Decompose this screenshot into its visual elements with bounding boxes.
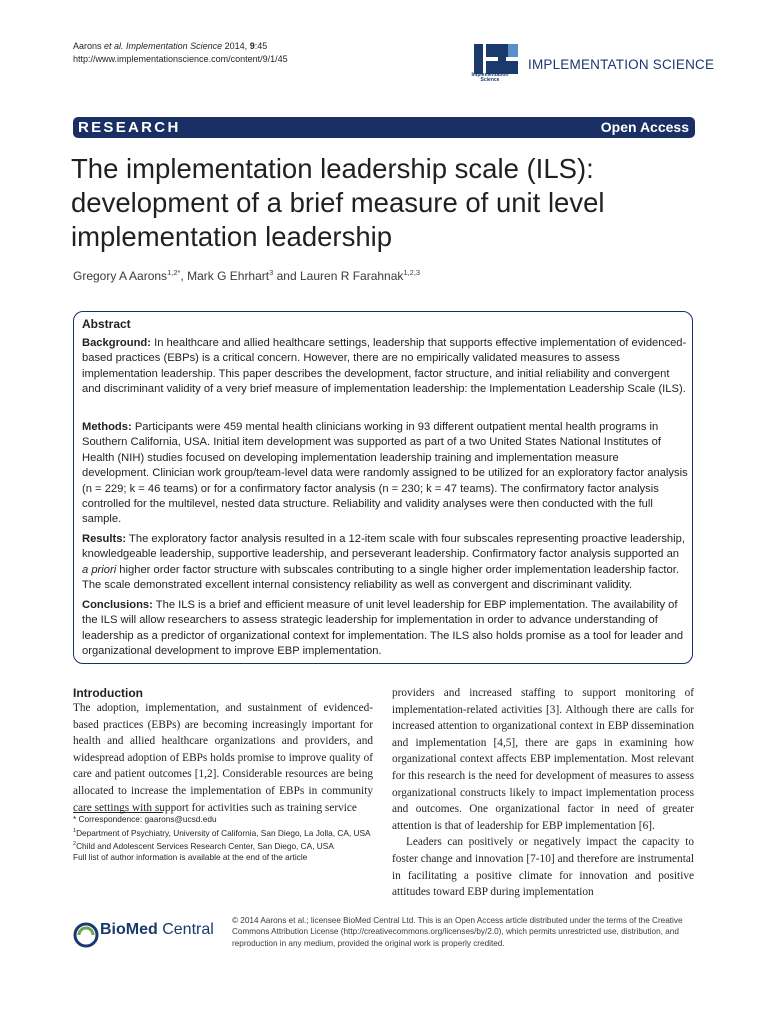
correspondence-note: * Correspondence: gaarons@ucsd.edu bbox=[73, 814, 217, 824]
article-url-link[interactable]: http://www.implementationscience.com/content/9/1/45 bbox=[73, 54, 288, 64]
abstract-methods bbox=[82, 420, 688, 528]
author-separator: , bbox=[180, 269, 188, 283]
footnotes bbox=[73, 814, 383, 864]
publisher-central: Central bbox=[157, 921, 214, 938]
affiliation-number: 2 bbox=[73, 840, 77, 847]
results-italic-text: a priori bbox=[82, 563, 117, 576]
background-text: In healthcare and allied healthcare settings, leadership that supports effective implementation of evidenced-based practices (EBPs) is a critical concern. However, there are no empirically validated measures to assess implementation leadership. This paper describes the development, factor structure, and initial reliability and convergent and discriminant validity of a very brief measure of implementation leadership: the Implementation Leadership Scale (ILS). bbox=[82, 337, 687, 396]
citation-line bbox=[73, 40, 288, 66]
author-info-note: Full list of author information is available at the end of the article bbox=[73, 852, 308, 863]
citation-year: 2014, bbox=[224, 41, 248, 51]
body-left-column bbox=[73, 700, 373, 816]
introduction-heading: Introduction bbox=[73, 686, 143, 700]
author-affiliation: 3 bbox=[269, 268, 274, 277]
background-label: Background: bbox=[82, 337, 151, 349]
body-right-column bbox=[392, 685, 694, 901]
affiliation-text: Child and Adolescent Services Research Center, San Diego, CA, USA bbox=[76, 840, 334, 851]
citation-authors: Aarons bbox=[73, 41, 102, 51]
author-list bbox=[73, 265, 420, 284]
body-paragraph: Leaders can positively or negatively impact the capacity to foster change and innovation [7-10] and therefore are instrumental in facilitating a positive climate for innovation and positive attitudes toward EBP during implementation bbox=[392, 836, 694, 899]
publisher-name bbox=[100, 921, 214, 939]
methods-label: Methods: bbox=[82, 421, 132, 433]
affiliation-text: Department of Psychiatry, University of California, San Diego, La Jolla, CA, USA bbox=[76, 827, 371, 838]
author-name[interactable]: Mark G Ehrhart bbox=[187, 269, 270, 283]
open-access-label: Open Access bbox=[600, 119, 689, 135]
article-type-label: RESEARCH bbox=[78, 119, 181, 136]
abstract-results bbox=[82, 532, 688, 594]
affiliation-number: 1 bbox=[73, 827, 77, 834]
author-affiliation: 1,2* bbox=[167, 268, 181, 277]
affiliation-2 bbox=[73, 839, 383, 852]
body-paragraph: providers and increased staffing to support monitoring of implementation-related activities [3]. Although there are calls for increased attention to organizational context in EBP dissemination and implementation [4,5], there are gaps in examining how organizational context affects EBP implementation. Most relevant for this research is the need for development of measures to assess organizational constructs likely to impact implementation process and outcomes. One organizational factor in need of greater attention is that of leadership for EBP implementation [6]. bbox=[392, 687, 694, 832]
citation-journal: et al. Implementation Science bbox=[104, 41, 223, 51]
body-paragraph: The adoption, implementation, and sustainment of evidenced-based practices (EBPs) are becoming increasingly important for health and allied healthcare organizations and providers, and widespread adoption of EBPs holds promise to improve quality of care and patient outcomes [1,2]. Considerable resources are being allocated to increase the implementation of EBPs in community care settings with support for activities such as training service bbox=[73, 702, 373, 814]
author-affiliation: 1,2,3 bbox=[403, 268, 421, 277]
methods-text: Participants were 459 mental health clinicians working in 93 different outpatient mental health programs in Southern California, USA. Initial item development was supported as part of a two United States National Institutes of Health (NIH) studies focused on developing implementation leadership training and implementation measure development. Clinician work group/team-level data were randomly assigned to be utilized for an exploratory factor analysis (n = 229; k = 46 teams) or for a confirmatory factor analysis (n = 230; k = 47 teams). The confirmatory factor analysis controlled for the multilevel, nested data structure. Reliability and validity analyses were then conducted with the full sample. bbox=[82, 421, 688, 526]
implementation-science-logo-icon bbox=[474, 44, 518, 74]
results-text: The exploratory factor analysis resulted in a 12-item scale with four subscales representing proactive leadership, knowledgeable leadership, supportive leadership, and perseverant leadership. Confirmatory factor analysis supported an bbox=[82, 533, 685, 561]
author-separator: and bbox=[273, 269, 300, 283]
article-title: The implementation leadership scale (ILS): development of a brief measure of unit level implementation leadership bbox=[71, 153, 605, 252]
publisher-biomed: BioMed bbox=[100, 921, 158, 938]
conclusions-text: The ILS is a brief and efficient measure of unit level leadership for EBP implementation. The availability of the ILS will allow researchers to assess strategic leadership for implementation in order to advance understanding of leadership as a predictor of organizational context for implementation. The ILS also holds promise as a tool for leader and organizational development to improve EBP implementation. bbox=[82, 599, 684, 658]
author-name[interactable]: Lauren R Farahnak bbox=[300, 269, 404, 283]
abstract-background bbox=[82, 336, 688, 398]
citation-page: :45 bbox=[254, 41, 268, 51]
abstract-conclusions bbox=[82, 598, 688, 660]
footnote-divider bbox=[73, 812, 163, 813]
affiliation-1 bbox=[73, 826, 383, 839]
results-label: Results: bbox=[82, 533, 127, 545]
results-text-continued: higher order factor structure with subscales contributing to a single higher order implementation leadership factor. The scale demonstrated excellent internal consistency reliability as well as convergent and discriminant validity. bbox=[82, 563, 679, 592]
citation-volume: 9 bbox=[249, 41, 255, 51]
conclusions-label: Conclusions: bbox=[82, 599, 153, 611]
logo-subtitle: Implementation Science bbox=[471, 72, 509, 83]
journal-name: IMPLEMENTATION SCIENCE bbox=[528, 57, 715, 72]
author-name[interactable]: Gregory A Aarons bbox=[73, 269, 168, 283]
license-text: © 2014 Aarons et al.; licensee BioMed Central Ltd. This is an Open Access article distributed under the terms of the Creative Commons Attribution License (http://creativecommons.org/licenses/by/2.0), which permits unrestricted use, distribution, and reproduction in any medium, provided the original work is properly credited. bbox=[232, 916, 683, 948]
abstract-heading: Abstract bbox=[82, 317, 131, 331]
